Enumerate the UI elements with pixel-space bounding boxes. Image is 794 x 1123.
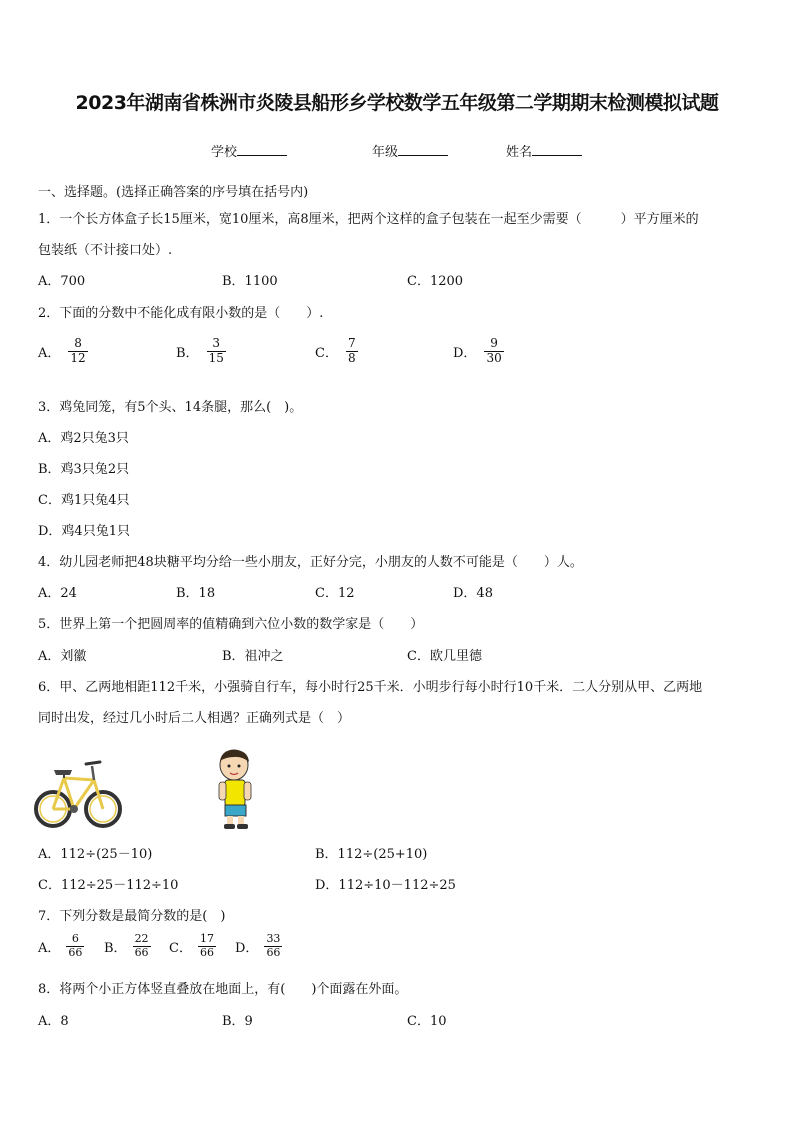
- q7-option-c[interactable]: [169, 933, 216, 959]
- q4-option-b[interactable]: B．18: [176, 586, 216, 601]
- q3-text: 3．鸡兔同笼，有5个头、14条腿，那么( )。: [38, 400, 303, 415]
- q2-option-b[interactable]: [176, 337, 226, 366]
- q4-option-d[interactable]: D．48: [453, 586, 493, 601]
- fraction: $\frac{33}{66}$: [266, 932, 281, 959]
- q7-option-c-label: C．: [169, 940, 192, 956]
- q2-text: 2．下面的分数中不能化成有限小数的是（ ）.: [38, 306, 324, 321]
- q7-option-d-label: D．: [235, 940, 259, 956]
- q6-text-line2: 同时出发，经过几小时后二人相遇？正确列式是（ ）: [38, 711, 351, 726]
- grade-label: 年级: [372, 145, 399, 160]
- q7-option-a[interactable]: [38, 933, 84, 959]
- q2-option-c[interactable]: [315, 337, 358, 366]
- q2-option-a-label: A．: [38, 345, 61, 361]
- q8-text: 8．将两个小正方体竖直叠放在地面上，有( )个面露在外面。: [38, 982, 408, 997]
- fraction: $\frac{3}{15}$: [208, 336, 224, 365]
- q5-option-b[interactable]: B．祖冲之: [222, 649, 284, 664]
- fraction: $\frac{6}{66}$: [68, 932, 83, 959]
- page-title: 2023年湖南省株洲市炎陵县船形乡学校数学五年级第二学期期末检测模拟试题: [75, 92, 719, 114]
- q6-option-a[interactable]: A．112÷(25－10): [38, 847, 153, 862]
- q5-text: 5．世界上第一个把圆周率的值精确到六位小数的数学家是（ ）: [38, 617, 424, 632]
- q1-option-b[interactable]: B．1100: [222, 274, 278, 289]
- q4-option-c[interactable]: C．12: [315, 586, 355, 601]
- q8-option-a[interactable]: A．8: [38, 1014, 69, 1029]
- q7-option-b-label: B．: [104, 940, 127, 956]
- fraction: $\frac{17}{66}$: [199, 932, 214, 959]
- name-blank[interactable]: [532, 143, 582, 156]
- section-heading: 一、选择题。(选择正确答案的序号填在括号内): [38, 185, 309, 200]
- q2-option-d[interactable]: [453, 337, 504, 366]
- name-label: 姓名: [506, 145, 533, 160]
- q2-option-d-label: D．: [453, 345, 477, 361]
- q2-option-a[interactable]: [38, 337, 88, 366]
- q5-option-c[interactable]: C．欧几里德: [407, 649, 482, 664]
- q3-option-c[interactable]: C．鸡1只兔4只: [38, 493, 130, 508]
- grade-blank[interactable]: [398, 143, 448, 156]
- q8-option-b[interactable]: B．9: [222, 1014, 253, 1029]
- q5-option-a[interactable]: A．刘徽: [38, 649, 87, 664]
- q7-text: 7．下列分数是最简分数的是( ): [38, 909, 226, 924]
- q3-option-d[interactable]: D．鸡4只兔1只: [38, 524, 130, 539]
- q3-option-a[interactable]: A．鸡2只兔3只: [38, 431, 129, 446]
- school-blank[interactable]: [237, 143, 287, 156]
- q1-option-a[interactable]: A．700: [38, 274, 86, 289]
- fraction: $\frac{22}{66}$: [134, 932, 149, 959]
- q6-text-line1: 6．甲、乙两地相距112千米，小强骑自行车，每小时行25千米．小明步行每小时行10千米．二人分别从甲、乙两地: [38, 680, 703, 695]
- bicycle-image: [34, 752, 124, 832]
- q4-option-a[interactable]: A．24: [38, 586, 77, 601]
- q2-option-b-label: B．: [176, 345, 199, 361]
- q6-option-b[interactable]: B．112÷(25+10): [315, 847, 428, 862]
- q1-option-c[interactable]: C．1200: [407, 274, 464, 289]
- grade-field: [372, 141, 448, 160]
- q1-text-line1: 1．一个长方体盒子长15厘米，宽10厘米，高8厘米，把两个这样的盒子包装在一起至少需要（ ）平方厘米的: [38, 212, 699, 227]
- q2-option-c-label: C．: [315, 345, 338, 361]
- q7-option-d[interactable]: [235, 933, 282, 959]
- boy-image: [212, 747, 260, 831]
- fraction: $\frac{9}{30}$: [486, 336, 502, 365]
- fraction: $\frac{8}{12}$: [70, 336, 86, 365]
- q6-option-c[interactable]: C．112÷25－112÷10: [38, 878, 179, 893]
- q4-text: 4．幼儿园老师把48块糖平均分给一些小朋友，正好分完，小朋友的人数不可能是（ ）人。: [38, 555, 583, 570]
- school-field: [211, 141, 287, 160]
- q1-text-line2: 包装纸（不计接口处）.: [38, 243, 173, 258]
- q3-option-b[interactable]: B．鸡3只兔2只: [38, 462, 130, 477]
- q7-option-b[interactable]: [104, 933, 151, 959]
- q7-option-a-label: A．: [38, 940, 61, 956]
- school-label: 学校: [211, 145, 238, 160]
- q8-option-c[interactable]: C．10: [407, 1014, 447, 1029]
- fraction: $\frac{7}{8}$: [347, 336, 356, 365]
- q6-option-d[interactable]: D．112÷10－112÷25: [315, 878, 456, 893]
- name-field: [506, 141, 582, 160]
